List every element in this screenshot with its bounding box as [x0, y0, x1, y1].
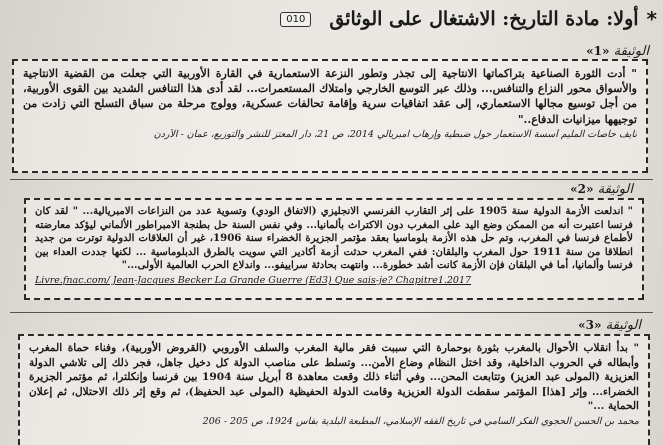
section-divider: [10, 179, 653, 180]
document-3-text: " بدأ انقلاب الأحوال بالمغرب بثورة بوحمارة التي سببت فقر مالية المغرب والسلف الأوروبي (القروض الأوربية)، وفناء حماة المغرب وأبطاله في الحروب الداخلية، وقد اختل النظام وضاع الأمن... وتسلط على مناصب الدولة كل دخيل جاهل، فجر ذلك إلى تلاشي الدولة العزيزية (المولى عبد العزيز) وتتابعت المحن... وفي أثناء ذلك وقعت معاهدة 8 أبريل سنة 1904 بين فرنسا وإنكلترا، ثم مؤتمر الجزيرة الخضراء... وإثر [هذا] المؤتمر سقطت الدولة العزيزية وقامت الدولة الحفيظية (المولى عبد الحفيظ)، ثم وقع إثر ذلك الاحتلال، ثم إعلان الحماية ...": [29, 342, 639, 413]
document-2-number: «2»: [570, 182, 594, 196]
exam-header: [250, 4, 657, 34]
document-1-label: الوثيقة «1»: [586, 44, 649, 59]
document-3-box: [18, 334, 650, 445]
document-2-box: [24, 198, 644, 300]
document-1-box: [12, 59, 648, 173]
page-number-box: 010: [280, 12, 311, 27]
section-divider: [10, 312, 653, 313]
document-3-source: محمد بن الحسن الحجوي الفكر السامي في تاريخ الفقه الإسلامي، المطبعة البلدية بفاس 1924، ص 205 - 206: [202, 415, 639, 427]
document-1-source: نايف حاصات المليم أسسة الاستعمار حول ضبطية وإرهاب امبريالي 2014، ص 21، دار المعتز للنشر والتوزيع، عمان - الأردن: [153, 128, 637, 140]
star-icon: *: [646, 7, 657, 31]
document-3-number: «3»: [578, 318, 602, 332]
document-1-text: " أدت الثورة الصناعية بتراكماتها الانتاجية إلى تجذر وتطور النزعة الاستعمارية في القارة الأوربية التي جعلت من القضية الانتاجية والأسواق محور النزاع والتنافس... وذلك عبر التوسع الخارجي وامتلاك المستعمرات... لقد أدى هذا التنافس الشديد بين القوى الأوربية، من أجل توسيع مجالها الاستعماري، إلى عقد اتفاقيات سرية وإقامة تحالفات عسكرية، وولوج مرحلة من سباق التسلح التي زادت من توجيهها ميزانيات الدفاع..": [23, 67, 637, 126]
document-1-number: «1»: [586, 44, 610, 58]
document-2-text: " اندلعت الأزمة الدولية سنة 1905 على إثر التقارب الفرنسي الانجليزي (الاتفاق الودي) وتسوية عدد من النزاعات الامبريالية... " لقد كان فرنسا اعتبرت أنه من الممكن وضع اليد على المغرب دون الاكتراث بألمانيا... وفي نفس السنة حل بطنجة الامبراطور الألماني ليؤكد معارضته لأطماع فرنسا في المغرب، وتم حل هذه الأزمة بلوماسيا بعقد مؤتمر الجزيرة الخضراء سنة 1906، غير أن العلاقات الدولية توترت من جديد انطلاقا من سنة 1911 حول المغرب والبلقان: ففي المغرب حدثت أزمة أكادير التي سويت بالطرق الدبلوماسية ... لكنها جددت العداء بين فرنسا وألمانيا، أما في البلقان فإن الأزمة كانت أشد خطورة... وانتهت بحادثة سراييفو... واندلاع الحرب العالمية الأولى...": [35, 205, 633, 272]
document-3-label: الوثيقة «3»: [578, 318, 641, 333]
document-2-source: Livre.fnac.com/ Jean-Jacques Becker La Grande Guerre (Ed3) Que sais-je? Chapitre1.2017: [35, 274, 472, 286]
section-title: أولا: مادة التاريخ: الاشتغال على الوثائق: [329, 8, 639, 30]
document-2-label: الوثيقة «2»: [570, 182, 633, 197]
